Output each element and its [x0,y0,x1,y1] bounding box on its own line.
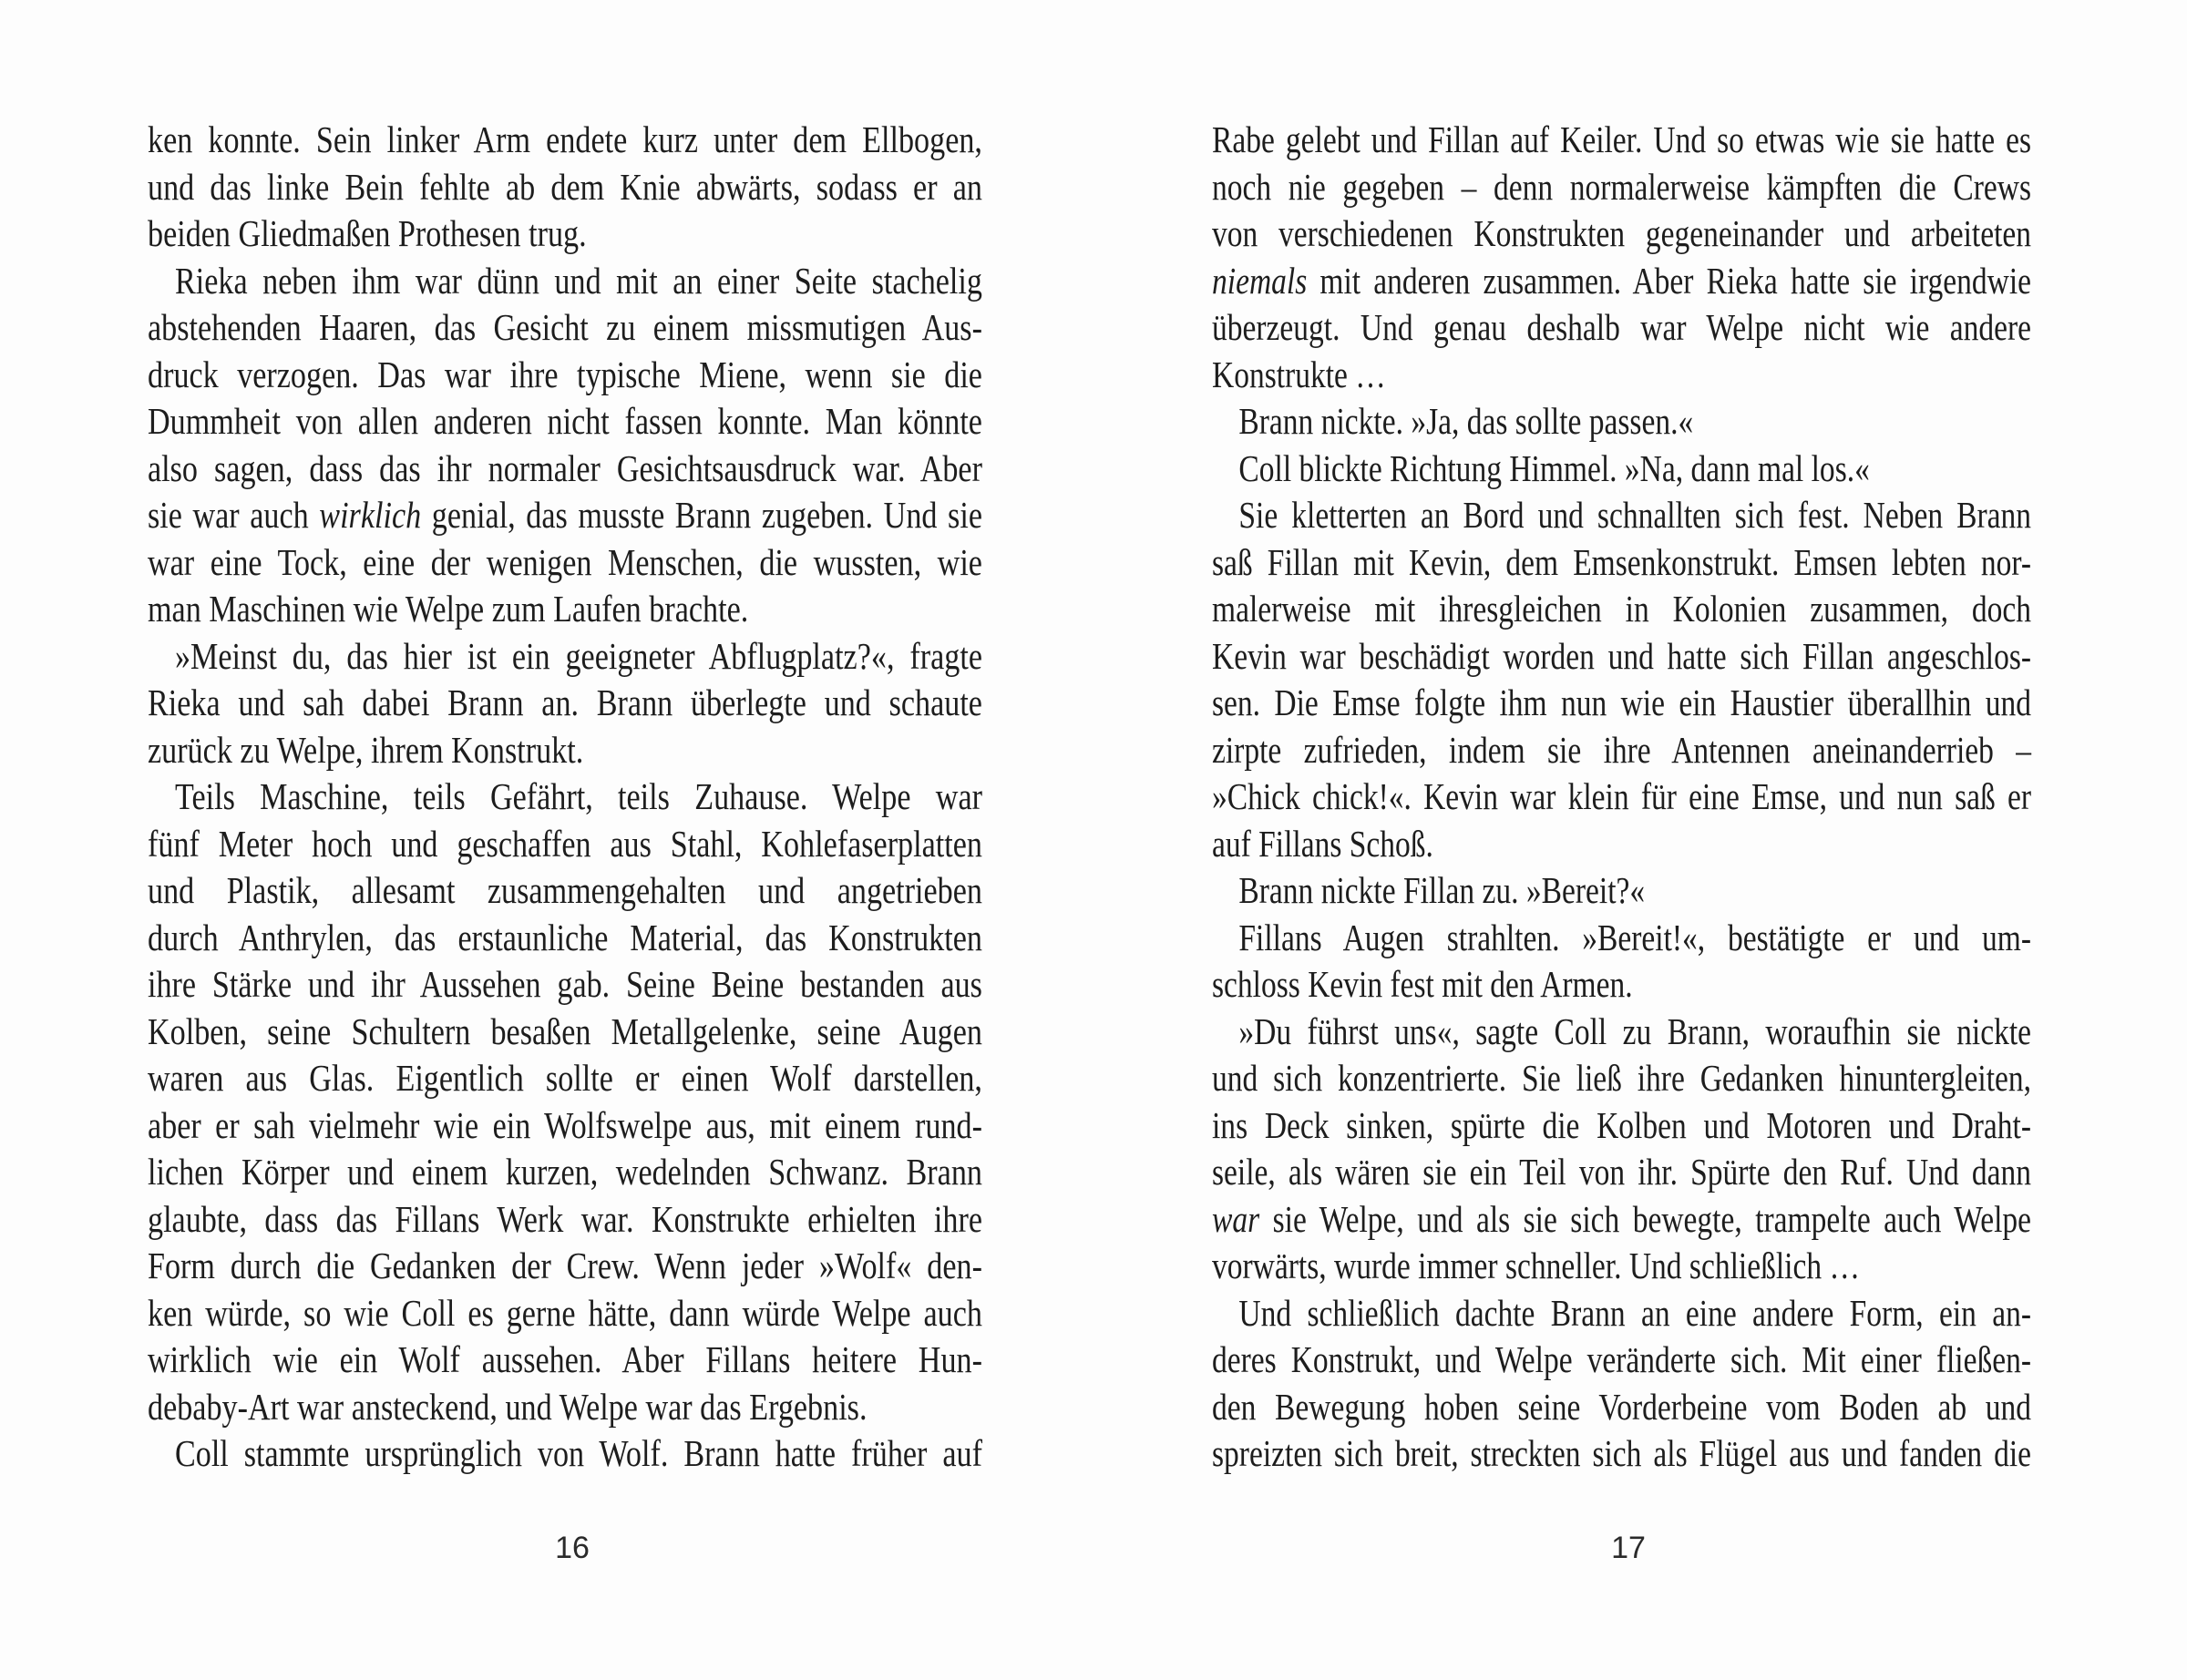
text-line [1212,352,2031,399]
italic-text-segment: wirklich [319,494,422,536]
text-segment: glaubte, dass das Fillans Werk war. Konstrukte erhielten ihre [148,1197,982,1240]
text-line [148,727,982,774]
text-segment: »Chick chick!«. Kevin war klein für eine Emse, und nun saß er [1212,775,2032,817]
text-segment: Kevin war beschädigt worden und hatte sich Fillan angeschlos- [1212,634,2032,677]
text-segment: also sagen, dass das ihr normaler Gesichtsausdruck war. Aber [148,446,982,489]
text-segment: ken konnte. Sein linker Arm endete kurz unter dem Ellbogen, [148,118,982,160]
text-line [148,1149,982,1196]
text-segment: und das linke Bein fehlte ab dem Knie abwärts, sodass er an [148,165,982,208]
text-segment: und sich konzentrierte. Sie ließ ihre Gedanken hinuntergleiten, [1212,1057,2032,1099]
text-line [1212,1337,2031,1384]
text-segment: spreizten sich breit, streckten sich als Flügel aus und fanden die [1212,1432,2032,1474]
page-number-left: 16 [555,1531,590,1565]
text-segment: Rieka neben ihm war dünn und mit an einer Seite stachelig [174,259,982,302]
text-segment: Sie kletterten an Bord und schnallten sich fest. Neben Brann [1238,494,2032,536]
text-segment: durch Anthrylen, das erstaunliche Material, das Konstrukten [148,916,982,958]
text-line [1212,1009,2031,1056]
text-segment: ken würde, so wie Coll es gerne hätte, dann würde Welpe auch [148,1291,982,1334]
text-segment: sie Welpe, und als sie sich bewegte, trampelte auch Welpe [1259,1197,2032,1240]
text-line [148,492,982,539]
text-line [1212,210,2031,258]
text-segment: Konstrukte … [1212,353,1386,395]
text-segment: Kolben, seine Schultern besaßen Metallgelenke, seine Augen [148,1009,982,1052]
text-line [148,352,982,399]
text-line [148,1430,982,1478]
text-line [148,633,982,681]
text-segment: debaby-Art war ansteckend, und Welpe war das Ergebnis. [148,1385,868,1428]
text-segment: genial, das musste Brann zugeben. Und sie [421,494,982,536]
text-segment: sie war auch [148,494,320,536]
text-line [148,117,982,164]
text-segment: Fillans Augen strahlten. »Bereit!«, bestätigte er und um- [1238,916,2032,958]
text-line [148,1337,982,1384]
text-line [148,164,982,211]
text-line [148,773,982,821]
text-line [148,398,982,446]
text-line [148,539,982,587]
text-segment: Und schließlich dachte Brann an eine andere Form, ein an- [1238,1291,2032,1334]
text-segment: ihre Stärke und ihr Aussehen gab. Seine Beine bestanden aus [148,963,982,1005]
text-line [1212,1430,2031,1478]
text-line [148,586,982,633]
text-segment: und Plastik, allesamt zusammengehalten und angetrieben [148,869,982,911]
text-segment: zirpte zufrieden, indem sie ihre Antennen aneinanderrieb – [1212,728,2032,771]
text-line [148,304,982,352]
text-line [1212,821,2031,868]
text-segment: auf Fillans Schoß. [1212,822,1433,865]
text-line [1212,773,2031,821]
text-segment: druck verzogen. Das war ihre typische Miene, wenn sie die [148,353,982,395]
text-segment: den Bewegung hoben seine Vorderbeine vom Boden ab und [1212,1385,2032,1428]
text-line [148,680,982,727]
text-line [1212,164,2031,211]
text-segment: mit anderen zusammen. Aber Rieka hatte sie irgendwie [1307,259,2032,302]
text-line [1212,867,2031,915]
text-segment: war eine Tock, eine der wenigen Menschen, die wussten, wie [148,540,982,583]
text-line [148,915,982,962]
text-segment: man Maschinen wie Welpe zum Laufen brachte. [148,588,749,630]
text-line [1212,304,2031,352]
text-line [148,1055,982,1102]
text-segment: malerweise mit ihresgleichen in Kolonien zusammen, doch [1212,588,2032,630]
text-line [1212,1196,2031,1244]
text-segment: vorwärts, wurde immer schneller. Und schließlich … [1212,1245,1860,1286]
text-line [1212,117,2031,164]
text-line [148,867,982,915]
text-segment: Form durch die Gedanken der Crew. Wenn jeder »Wolf« den- [148,1245,982,1286]
text-line [1212,1290,2031,1337]
text-line [1212,539,2031,587]
text-segment: deres Konstrukt, und Welpe veränderte sich. Mit einer fließen- [1212,1338,2032,1380]
text-line [1212,586,2031,633]
text-line [148,210,982,258]
text-line [1212,1384,2031,1431]
text-segment: schloss Kevin fest mit den Armen. [1212,963,1633,1005]
text-segment: Brann nickte. »Ja, das sollte passen.« [1238,400,1694,442]
text-segment: fünf Meter hoch und geschaffen aus Stahl, Kohlefaserplatten [148,822,982,865]
page-right-text-column [1212,117,2187,1478]
text-line [1212,1243,2031,1290]
text-segment: Coll stammte ursprünglich von Wolf. Brann hatte früher auf [174,1432,982,1474]
text-line [1212,1149,2031,1196]
text-segment: beiden Gliedmaßen Prothesen trug. [148,212,587,254]
text-line [148,1243,982,1290]
text-line [148,961,982,1009]
text-line [148,1009,982,1056]
text-line [148,1290,982,1337]
text-line [1212,258,2031,305]
page-left-text-column [148,117,1150,1478]
text-line [148,258,982,305]
text-line [1212,961,2031,1009]
text-line [1212,680,2031,727]
text-segment: zurück zu Welpe, ihrem Konstrukt. [148,728,584,771]
text-segment: lichen Körper und einem kurzen, wedelnden Schwanz. Brann [148,1151,982,1193]
text-segment: Brann nickte Fillan zu. »Bereit?« [1238,869,1646,911]
text-segment: aber er sah vielmehr wie ein Wolfswelpe aus, mit einem rund- [148,1103,982,1146]
text-segment: Dummheit von allen anderen nicht fassen konnte. Man könnte [148,400,982,442]
text-segment: sen. Die Emse folgte ihm nun wie ein Haustier überallhin und [1212,681,2032,723]
text-segment: von verschiedenen Konstrukten gegeneinander und arbeiteten [1212,212,2032,254]
text-segment: ins Deck sinken, spürte die Kolben und Motoren und Draht- [1212,1103,2032,1146]
italic-text-segment: niemals [1212,259,1308,302]
text-line [1212,398,2031,446]
text-segment: Coll blickte Richtung Himmel. »Na, dann mal los.« [1238,446,1870,489]
text-segment: »Meinst du, das hier ist ein geeigneter Abflugplatz?«, fragte [174,634,982,677]
text-line [148,821,982,868]
text-segment: saß Fillan mit Kevin, dem Emsenkonstrukt. Emsen lebten nor- [1212,540,2032,583]
text-segment: »Du führst uns«, sagte Coll zu Brann, woraufhin sie nickte [1238,1009,2032,1052]
text-line [1212,446,2031,493]
text-line [1212,727,2031,774]
text-segment: noch nie gegeben – denn normalerweise kämpften die Crews [1212,165,2032,208]
text-line [1212,1055,2031,1102]
text-segment: überzeugt. Und genau deshalb war Welpe nicht wie andere [1212,306,2032,348]
text-segment: wirklich wie ein Wolf aussehen. Aber Fillans heitere Hun- [148,1338,982,1380]
text-segment: Rabe gelebt und Fillan auf Keiler. Und so etwas wie sie hatte es [1212,118,2032,160]
text-line [148,1196,982,1244]
text-line [148,1102,982,1150]
text-segment: abstehenden Haaren, das Gesicht zu einem missmutigen Aus- [148,306,982,348]
text-segment: waren aus Glas. Eigentlich sollte er einen Wolf darstellen, [148,1057,982,1099]
text-line [1212,492,2031,539]
text-segment: seile, als wären sie ein Teil von ihr. Spürte den Ruf. Und dann [1212,1151,2032,1193]
text-line [1212,633,2031,681]
text-segment: Rieka und sah dabei Brann an. Brann überlegte und schaute [148,681,982,723]
text-line [1212,915,2031,962]
page-number-right: 17 [1611,1531,1646,1565]
text-line [148,1384,982,1431]
text-line [1212,1102,2031,1150]
italic-text-segment: war [1212,1197,1260,1240]
text-segment: Teils Maschine, teils Gefährt, teils Zuhause. Welpe war [174,775,982,817]
text-line [148,446,982,493]
